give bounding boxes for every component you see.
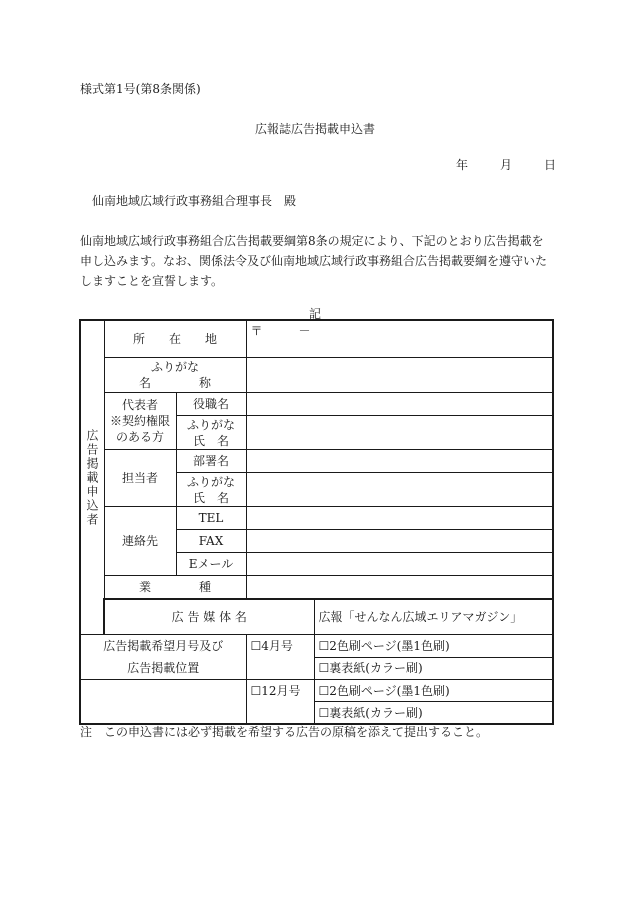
- document-title: 広報誌広告掲載申込書: [254, 122, 375, 136]
- footnote: 注 この申込書には必ず掲載を希望する広告の原稿を添えて提出すること。: [80, 725, 489, 739]
- contact-label: 連絡先: [104, 507, 176, 576]
- tel-field[interactable]: [246, 507, 553, 530]
- contact-person-label: 担当者: [104, 450, 176, 507]
- email-field[interactable]: [246, 553, 553, 576]
- december-two-color-option[interactable]: ☐2色刷ページ(墨1色刷): [314, 680, 553, 702]
- application-table: [79, 319, 554, 725]
- placement-label-continued: [80, 680, 246, 725]
- date-line: [456, 156, 556, 173]
- april-checkbox[interactable]: ☐4月号: [246, 635, 314, 680]
- cp-name-furigana: ふりがな: [187, 474, 236, 489]
- name-field[interactable]: [246, 358, 553, 393]
- rep-name-label: 氏 名: [193, 433, 230, 448]
- location-label: 所 在 地: [104, 320, 246, 358]
- rep-name-field[interactable]: [246, 416, 553, 450]
- fax-label: FAX: [176, 530, 246, 553]
- april-back-cover-option[interactable]: ☐裏表紙(カラー刷): [314, 657, 553, 680]
- cp-name-label: 氏 名: [193, 490, 230, 505]
- ki-heading: 記: [308, 307, 321, 321]
- dept-label: 部署名: [176, 450, 246, 473]
- tel-label: TEL: [176, 507, 246, 530]
- location-field[interactable]: [246, 320, 553, 358]
- rep-name-furigana: ふりがな: [187, 417, 236, 432]
- december-checkbox[interactable]: ☐12月号: [246, 680, 314, 725]
- industry-label: 業 種: [104, 576, 246, 600]
- december-back-cover-option[interactable]: ☐裏表紙(カラー刷): [314, 702, 553, 725]
- rep-position-label: 役職名: [176, 393, 246, 416]
- name-furigana-label: ふりがな: [151, 360, 200, 374]
- fax-field[interactable]: [246, 530, 553, 553]
- rep-name-label-cell: [176, 416, 246, 450]
- cp-name-label-cell: [176, 473, 246, 507]
- dept-field[interactable]: [246, 450, 553, 473]
- postal-prefix: 〒 －: [250, 324, 311, 338]
- april-two-color-option[interactable]: ☐2色刷ページ(墨1色刷): [314, 635, 553, 658]
- form-number: 様式第1号(第8条関係): [80, 82, 201, 96]
- applicant-label: 広告掲載申込者: [80, 320, 104, 635]
- cp-name-field[interactable]: [246, 473, 553, 507]
- representative-label: 代表者 ※契約権限 のある方: [104, 393, 176, 450]
- media-value: 広報「せんなん広域エリアマガジン」: [314, 599, 553, 635]
- day-label: 日: [544, 158, 557, 172]
- media-label: 広 告 媒 体 名: [104, 599, 314, 635]
- name-label: 名 称: [139, 376, 212, 390]
- year-label: 年: [456, 158, 469, 172]
- name-label-cell: [104, 358, 246, 393]
- rep-position-field[interactable]: [246, 393, 553, 416]
- body-paragraph: 仙南地域広域行政事務組合広告掲載要綱第8条の規定により、下記のとおり広告掲載を申し込みます。なお、関係法令及び仙南地域広域行政事務組合広告掲載要綱を遵守いたしますことを宣誓します。: [80, 234, 548, 288]
- month-label: 月: [500, 158, 513, 172]
- industry-field[interactable]: [246, 576, 553, 600]
- email-label: Eメール: [176, 553, 246, 576]
- addressee: 仙南地域広域行政事務組合理事長 殿: [92, 194, 297, 208]
- placement-label: 広告掲載希望月号及び 広告掲載位置: [80, 635, 246, 680]
